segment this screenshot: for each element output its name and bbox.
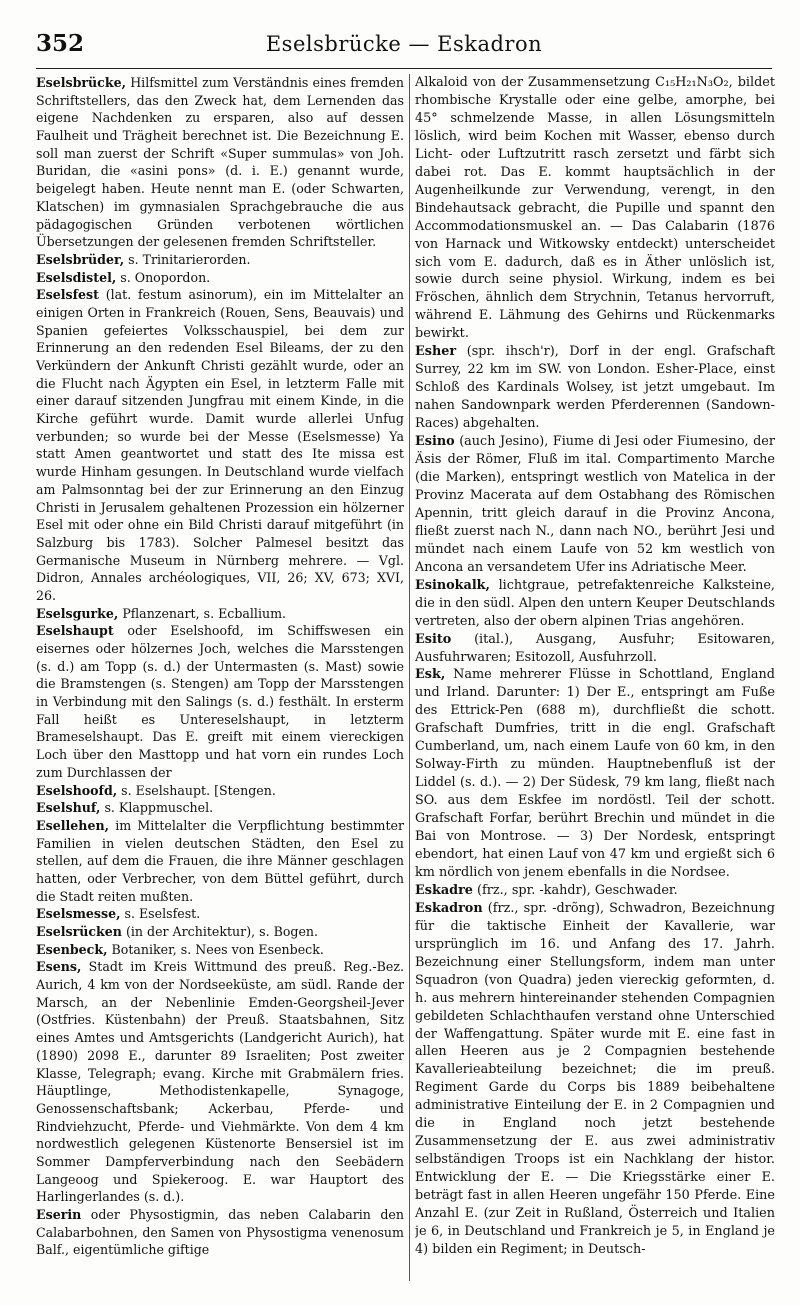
- entry-headword: Esinokalk,: [415, 577, 491, 593]
- header-rule: [36, 68, 772, 69]
- entry-headword: Eselsbrücke,: [36, 75, 126, 90]
- dictionary-entry: [415, 900, 775, 1259]
- entry-headword: Eskadron: [415, 900, 483, 916]
- entry-text: s. Trinitarierorden.: [128, 251, 251, 267]
- entry-headword: Esher: [415, 344, 457, 360]
- entry-headword: Eskadre: [415, 882, 473, 898]
- entry-headword: Esens,: [36, 959, 82, 975]
- entry-text: Hilfsmittel zum Verständnis eines fremden Schriftstellers, das den Zweck hat, dem Lernenden das eigene Nachdenken zu ersparen, also auf dessen Faulheit und Trägheit berechnet ist. Die Bezeichnung E. soll man zuerst der Schrift «Super summulas» von Joh. Buridan, die «asini pons» (d. i. E.) genannt wurde, beigelegt haben. Heute nennt man E. (oder Schwarten, Klatschen) im gymnasialen Sprachgebrauche die aus pädagogischen Gründen verbotenen wörtlichen Übersetzungen der gelesenen fremden Schriftsteller.: [36, 75, 404, 250]
- entry-headword: Eselsmesse,: [36, 906, 121, 922]
- entry-headword: Esk,: [415, 667, 446, 683]
- entry-headword: Esellehen,: [36, 817, 109, 833]
- left-column: [36, 74, 404, 1281]
- entry-text: oder Physostigmin, das neben Calabarin den Calabarbohnen, den Samen von Physostigma venenosum Balf., eigentümliche giftige: [36, 1207, 404, 1258]
- entry-text: (frz., spr. -drõng), Schwadron, Bezeichnung für die taktische Einheit der Kavallerie, war ursprünglich im 16. und Anfang des 17. Jahrh. Bezeichnung einer Stellungsform, indem man unter Squadron (von Quadra) jeden viereckig geformten, d. h. aus mehrern hintereinander stehenden Compagnien gebildeten Schlachthaufen verstand ohne Unterschied der Waffengattung. Später wurde mit E. eine fast in allen Heeren aus je 2 Compagnien bestehende Kavallerieabteilung bezeichnet; die im preuß. Regiment Garde du Corps bis 1889 beibehaltene administrative Einteilung der E. in 2 Compagnien und die in England noch jetzt bestehende Zusammensetzung der E. aus zwei administrativ selbständigen Troops ist ein Nachklang der histor. Entwicklung der E. — Die Kriegsstärke einer E. beträgt fast in allen Heeren ungefähr 150 Pferde. Eine Anzahl E. (zur Zeit in Rußland, Österreich und Italien je 6, in Deutschland und Frankreich je 5, in England je 4) bilden ein Regiment; in Deutsch-: [415, 900, 775, 1257]
- entry-text: Alkaloid von der Zusammensetzung C₁₅H₂₁N₃O₂, bildet rhombische Krystalle oder eine gelbe, amorphe, bei 45° schmelzende Masse, in allen Lösungsmitteln löslich, wird beim Kochen mit Wasser, ebenso durch Licht- oder Luftzutritt rasch zersetzt und färbt sich dabei rot. Das E. kommt hauptsächlich in der Augenheilkunde zur Verwendung, verengt, in den Bindehautsack gebracht, die Pupille und spannt den Accommodationsmuskel an. — Das Calabarin (1876 von Harnack und Witkowsky entdeckt) unterscheidet sich vom E. dadurch, daß es in Äther unlöslich ist, sowie durch seine physiol. Wirkung, indem es bei Fröschen, ähnlich dem Strychnin, Tetanus hervorruft, während E. Lähmung des Gehirns und Rückenmarks bewirkt.: [415, 75, 775, 342]
- entry-text: Pflanzenart, s. Ecballium.: [122, 605, 287, 621]
- entry-headword: Eselshaupt: [36, 623, 114, 639]
- dictionary-entry: [415, 74, 775, 343]
- entry-text: im Mittelalter die Verpflichtung bestimmter Familien in vielen deutschen Städten, den Esel zu stellen, auf dem die Frauen, die ihre Männer geschlagen hatten, oder Verbrecher, von dem Büttel geführt, durch die Stadt reiten mußten.: [36, 817, 404, 904]
- entry-text: (frz., spr. -kahdr), Geschwader.: [477, 882, 678, 898]
- column-divider: [409, 74, 410, 1281]
- dictionary-entry: [415, 631, 775, 667]
- entry-text: Botaniker, s. Nees von Esenbeck.: [111, 941, 324, 957]
- entry-headword: Eselsrücken: [36, 924, 122, 939]
- running-title: Eselsbrücke — Eskadron: [265, 32, 543, 56]
- dictionary-entry: [36, 286, 404, 604]
- dictionary-entry: [36, 269, 404, 287]
- dictionary-entry: [36, 923, 404, 941]
- entry-headword: Eserin: [36, 1207, 82, 1222]
- dictionary-entry: [36, 958, 404, 1206]
- entry-text: Stadt im Kreis Wittmund des preuß. Reg.-Bez. Aurich, 4 km von der Nordseeküste, am südl. Rande der Marsch, an der Nebenlinie Emden-Georgsheil-Jever (Ostfries. Küstenbahn) der Preuß. Staatsbahnen, Sitz eines Amtes und Amtsgerichts (Landgericht Aurich), hat (1890) 2098 E., darunter 89 Israeliten; Post zweiter Klasse, Telegraph; evang. Kirche mit Grabmälern fries. Häuptlinge, Methodistenkapelle, Synagoge, Genossenschaftsbank; Ackerbau, Pferde- und Rindviehzucht, Pferde- und Viehmärkte. Von dem 4 km nordwestlich gelegenen Küstenorte Bensersiel ist im Sommer Dampferverbindung nach den Seebädern Langeoog und Spiekeroog. E. war Hauptort des Harlingerlandes (s. d.).: [36, 959, 404, 1205]
- dictionary-entry: [36, 605, 404, 623]
- entry-text: (ital.), Ausgang, Ausfuhr; Esitowaren, Ausfuhrwaren; Esitozoll, Ausfuhrzoll.: [415, 631, 775, 665]
- entry-text: s. Eselshaupt. [Stengen.: [121, 782, 276, 798]
- dictionary-entry: [415, 343, 775, 433]
- dictionary-entry: [36, 799, 404, 817]
- entry-headword: Esito: [415, 631, 452, 647]
- entry-text: (lat. festum asinorum), ein im Mittelalter an einigen Orten in Frankreich (Rouen, Sens, Beauvais) und Spanien gefeiertes Volksschauspiel, bei dem zur Erinnerung an den redenden Esel Bileams, der zu den Verkündern der Ankunft Christi gezählt wurde, oder an die Flucht nach Ägypten ein Esel, in letzterm Falle mit einer darauf sitzenden Jungfrau mit einem Kinde, in die Kirche geführt wurde. Damit wurde allerlei Unfug verbunden; so wurde bei der Messe (Eselsmesse) Ya statt Amen geantwortet und statt des Ite missa est wurde Hinham gesungen. In Deutschland wurde vielfach am Palmsonntag bei der zur Erinnerung an den Einzug Christi in Jerusalem gehaltenen Prozession ein hölzerner Esel mit oder ohne ein Bild Christi darauf mitgeführt (in Salzburg bis 1783). Solcher Palmesel besitzt das Germanische Museum in Nürnberg mehrere. — Vgl. Didron, Annales archéologiques, VII, 26; XV, 673; XVI, 26.: [36, 287, 404, 603]
- entry-headword: Eselsfest: [36, 287, 99, 303]
- dictionary-entry: [36, 622, 404, 781]
- entry-text: (auch Jesino), Fiume di Jesi oder Fiumesino, der Äsis der Römer, Fluß im ital. Compartimento Marche (die Marken), entspringt westlich von Matelica in der Provinz Macerata auf dem Ostabhang des Römischen Apennin, tritt gleich darauf in die Provinz Ancona, fließt zuerst nach N., dann nach NO., berührt Jesi und mündet nach einem Laufe von 52 km westlich von Ancona an versandetem Ufer ins Adriatische Meer.: [415, 434, 775, 575]
- dictionary-entry: [415, 882, 775, 900]
- dictionary-entry: [36, 782, 404, 800]
- entry-headword: Eselshoofd,: [36, 782, 118, 798]
- entry-text: s. Onopordon.: [120, 269, 211, 285]
- page-number: 352: [36, 30, 85, 57]
- entry-headword: Eselshuf,: [36, 800, 101, 816]
- dictionary-entry: [36, 817, 404, 905]
- entry-text: s. Klappmuschel.: [104, 800, 214, 816]
- entry-headword: Esino: [415, 434, 455, 450]
- entry-text: (in der Architektur), s. Bogen.: [125, 924, 319, 939]
- dictionary-entry: [36, 1206, 404, 1259]
- right-column: [415, 74, 775, 1281]
- entry-text: s. Eselsfest.: [124, 906, 201, 922]
- dictionary-entry: [415, 577, 775, 631]
- entry-headword: Esenbeck,: [36, 941, 108, 957]
- entry-headword: Eselsbrüder,: [36, 251, 125, 267]
- dictionary-entry: [36, 251, 404, 269]
- dictionary-entry: [415, 666, 775, 881]
- dictionary-entry: [36, 74, 404, 251]
- entry-headword: Eselsdistel,: [36, 269, 117, 285]
- page-header: [36, 30, 772, 64]
- dictionary-entry: [36, 905, 404, 923]
- dictionary-entry: [36, 941, 404, 959]
- entry-headword: Eselsgurke,: [36, 605, 119, 621]
- entry-text: oder Eselshoofd, im Schiffswesen ein eisernes oder hölzernes Joch, welches die Marsstengen (s. d.) am Topp (s. d.) der Untermasten (s. Mast) sowie die Bramstengen (s. Stengen) am Topp der Marsstengen in Verbindung mit den Salings (s. d.) festhält. In ersterm Fall heißt es Untereselshaupt, in letzterm Brameselshaupt. Das E. greift mit einem viereckigen Loch über den Masttopp und hat vorn ein rundes Loch zum Durchlassen der: [36, 623, 404, 780]
- entry-text: Name mehrerer Flüsse in Schottland, England und Irland. Darunter: 1) Der E., entspringt am Fuße des Ettrick-Pen (688 m), durchfließt die schott. Grafschaft Dumfries, tritt in die engl. Grafschaft Cumberland, um, nach einem Laufe von 60 km, in den Solway-Firth zu münden. Hauptnebenfluß ist der Liddel (s. d.). — 2) Der Südesk, 79 km lang, fließt nach SO. aus dem Eskfee im nordöstl. Teil der schott. Grafschaft Forfar, berührt Brechin und mündet in die Bai von Montrose. — 3) Der Nordesk, entspringt ebendort, hat einen Lauf von 47 km und ergießt sich 6 km nördlich von jenem ebenfalls in die Nordsee.: [415, 667, 775, 880]
- entry-text: (spr. ihsch'r), Dorf in der engl. Grafschaft Surrey, 22 km im SW. von London. Esher-Place, einst Schloß des Kardinals Wolsey, ist jetzt umgebaut. Im nahen Sandownpark werden Pferderennen (Sandown-Races) abgehalten.: [415, 344, 775, 432]
- entry-text: lichtgraue, petrefaktenreiche Kalksteine, die in den südl. Alpen den untern Keuper Deutschlands vertreten, also der obern alpinen Trias angehören.: [415, 577, 775, 629]
- dictionary-entry: [415, 433, 775, 577]
